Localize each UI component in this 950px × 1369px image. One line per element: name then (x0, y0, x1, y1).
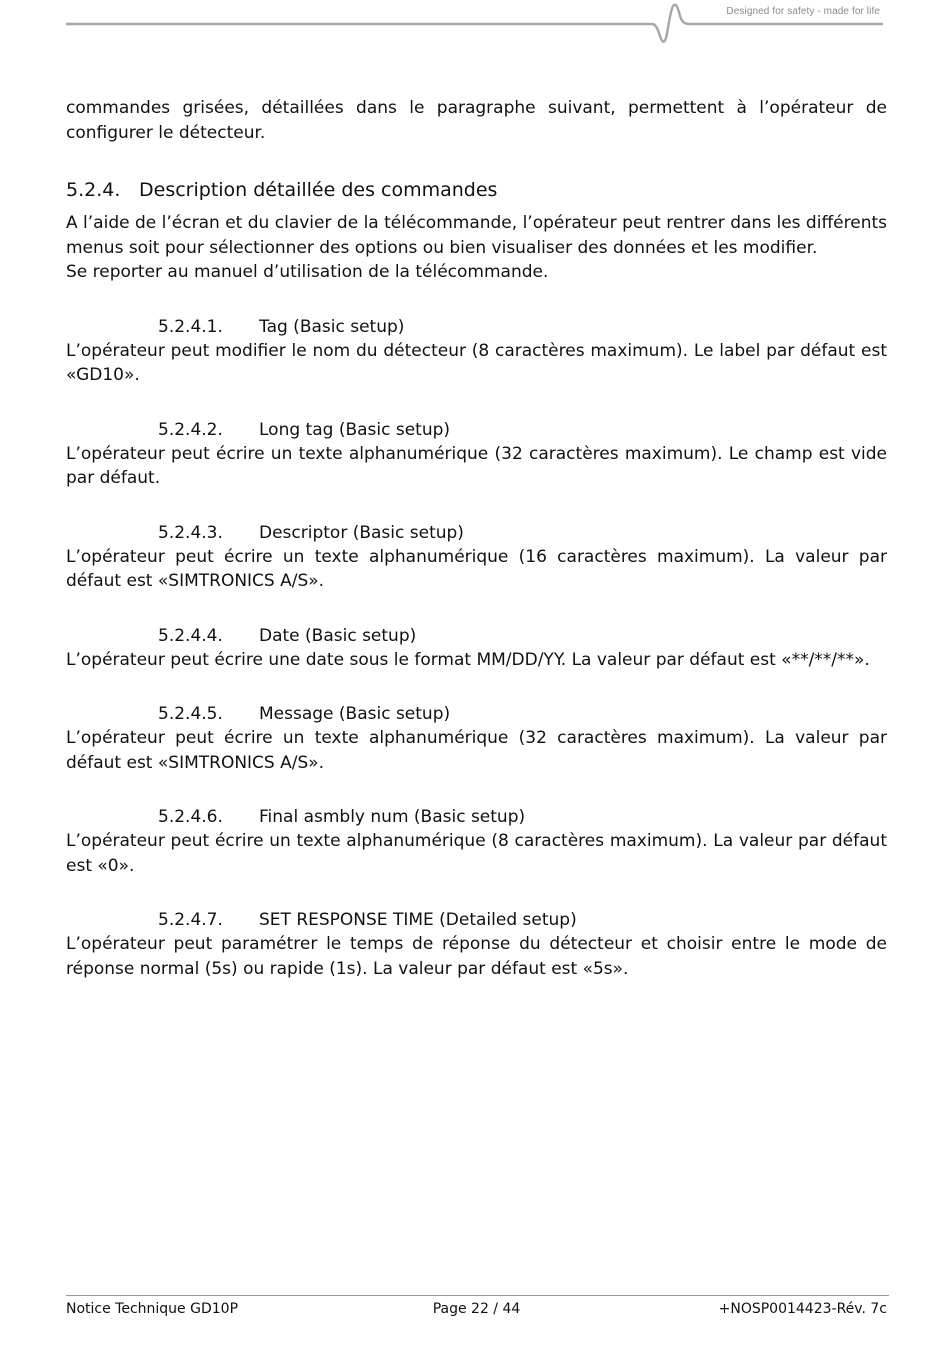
section-heading (66, 178, 887, 202)
subsection-title: Descriptor (Basic setup) (259, 522, 464, 543)
subsection (66, 624, 887, 673)
intro-paragraph: commandes grisées, détaillées dans le paragraphe suivant, permettent à l’opérateur de configurer le détecteur. (66, 98, 887, 143)
subsection-heading (66, 624, 887, 648)
subsection-heading (66, 908, 887, 932)
subsection (66, 418, 887, 491)
subsection-title: Long tag (Basic setup) (259, 419, 451, 440)
subsection (66, 908, 887, 981)
header-tagline: Designed for safety - made for life (726, 6, 880, 17)
subsection-number: 5.2.4.3. (158, 522, 223, 543)
subsection-number: 5.2.4.1. (158, 316, 223, 337)
subsection-heading (66, 805, 887, 829)
subsection-text: L’opérateur peut paramétrer le temps de réponse du détecteur et choisir entre le mode de réponse normal (5s) ou rapide (1s). La valeur par défaut est «5s». (66, 934, 887, 979)
subsection-heading (66, 521, 887, 545)
subsection-heading (66, 418, 887, 442)
subsection-number: 5.2.4.7. (158, 910, 223, 930)
subsection-title: Date (Basic setup) (259, 625, 417, 646)
subsection (66, 315, 887, 388)
subsection-text: L’opérateur peut modifier le nom du détecteur (8 caractères maximum). Le label par défaut est «GD10». (66, 340, 887, 385)
footer-document-reference: +NOSP0014423-Rév. 7c (718, 1301, 887, 1317)
section-title: Description détaillée des commandes (139, 179, 498, 201)
subsection-number: 5.2.4.2. (158, 419, 223, 440)
subsection-number: 5.2.4.4. (158, 625, 223, 646)
section-paragraph: A l’aide de l’écran et du clavier de la télécommande, l’opérateur peut rentrer dans les différents menus soit pour sélectionner des options ou bien visualiser des données et les modifier. (66, 213, 887, 258)
footer-document-title: Notice Technique GD10P (66, 1301, 239, 1317)
subsection (66, 805, 887, 878)
subsection-title: Tag (Basic setup) (259, 316, 405, 337)
section-number: 5.2.4. (66, 179, 121, 201)
page-content (66, 96, 887, 981)
subsection (66, 521, 887, 594)
subsection-text: L’opérateur peut écrire un texte alphanumérique (32 caractères maximum). La valeur par défaut est «SIMTRONICS A/S». (66, 728, 887, 773)
subsection (66, 702, 887, 775)
subsection-title: SET RESPONSE TIME (Detailed setup) (259, 910, 577, 930)
footer-divider (66, 1295, 889, 1296)
subsection-title: Message (Basic setup) (259, 704, 451, 724)
footer-page-number: Page 22 / 44 (432, 1301, 521, 1317)
subsection-text: L’opérateur peut écrire un texte alphanumérique (16 caractères maximum). La valeur par défaut est «SIMTRONICS A/S». (66, 546, 887, 591)
subsection-number: 5.2.4.5. (158, 704, 223, 724)
subsection-number: 5.2.4.6. (158, 807, 223, 827)
subsection-text: L’opérateur peut écrire une date sous le format MM/DD/YY. La valeur par défaut est «**/**/**». (66, 649, 870, 670)
subsection-text: L’opérateur peut écrire un texte alphanumérique (32 caractères maximum). Le champ est vide par défaut. (66, 443, 887, 488)
subsection-text: L’opérateur peut écrire un texte alphanumérique (8 caractères maximum). La valeur par défaut est «0». (66, 831, 887, 876)
section-paragraph: Se reporter au manuel d’utilisation de la télécommande. (66, 262, 549, 282)
subsection-title: Final asmbly num (Basic setup) (259, 807, 526, 827)
subsection-heading (66, 702, 887, 726)
subsection-heading (66, 315, 887, 339)
